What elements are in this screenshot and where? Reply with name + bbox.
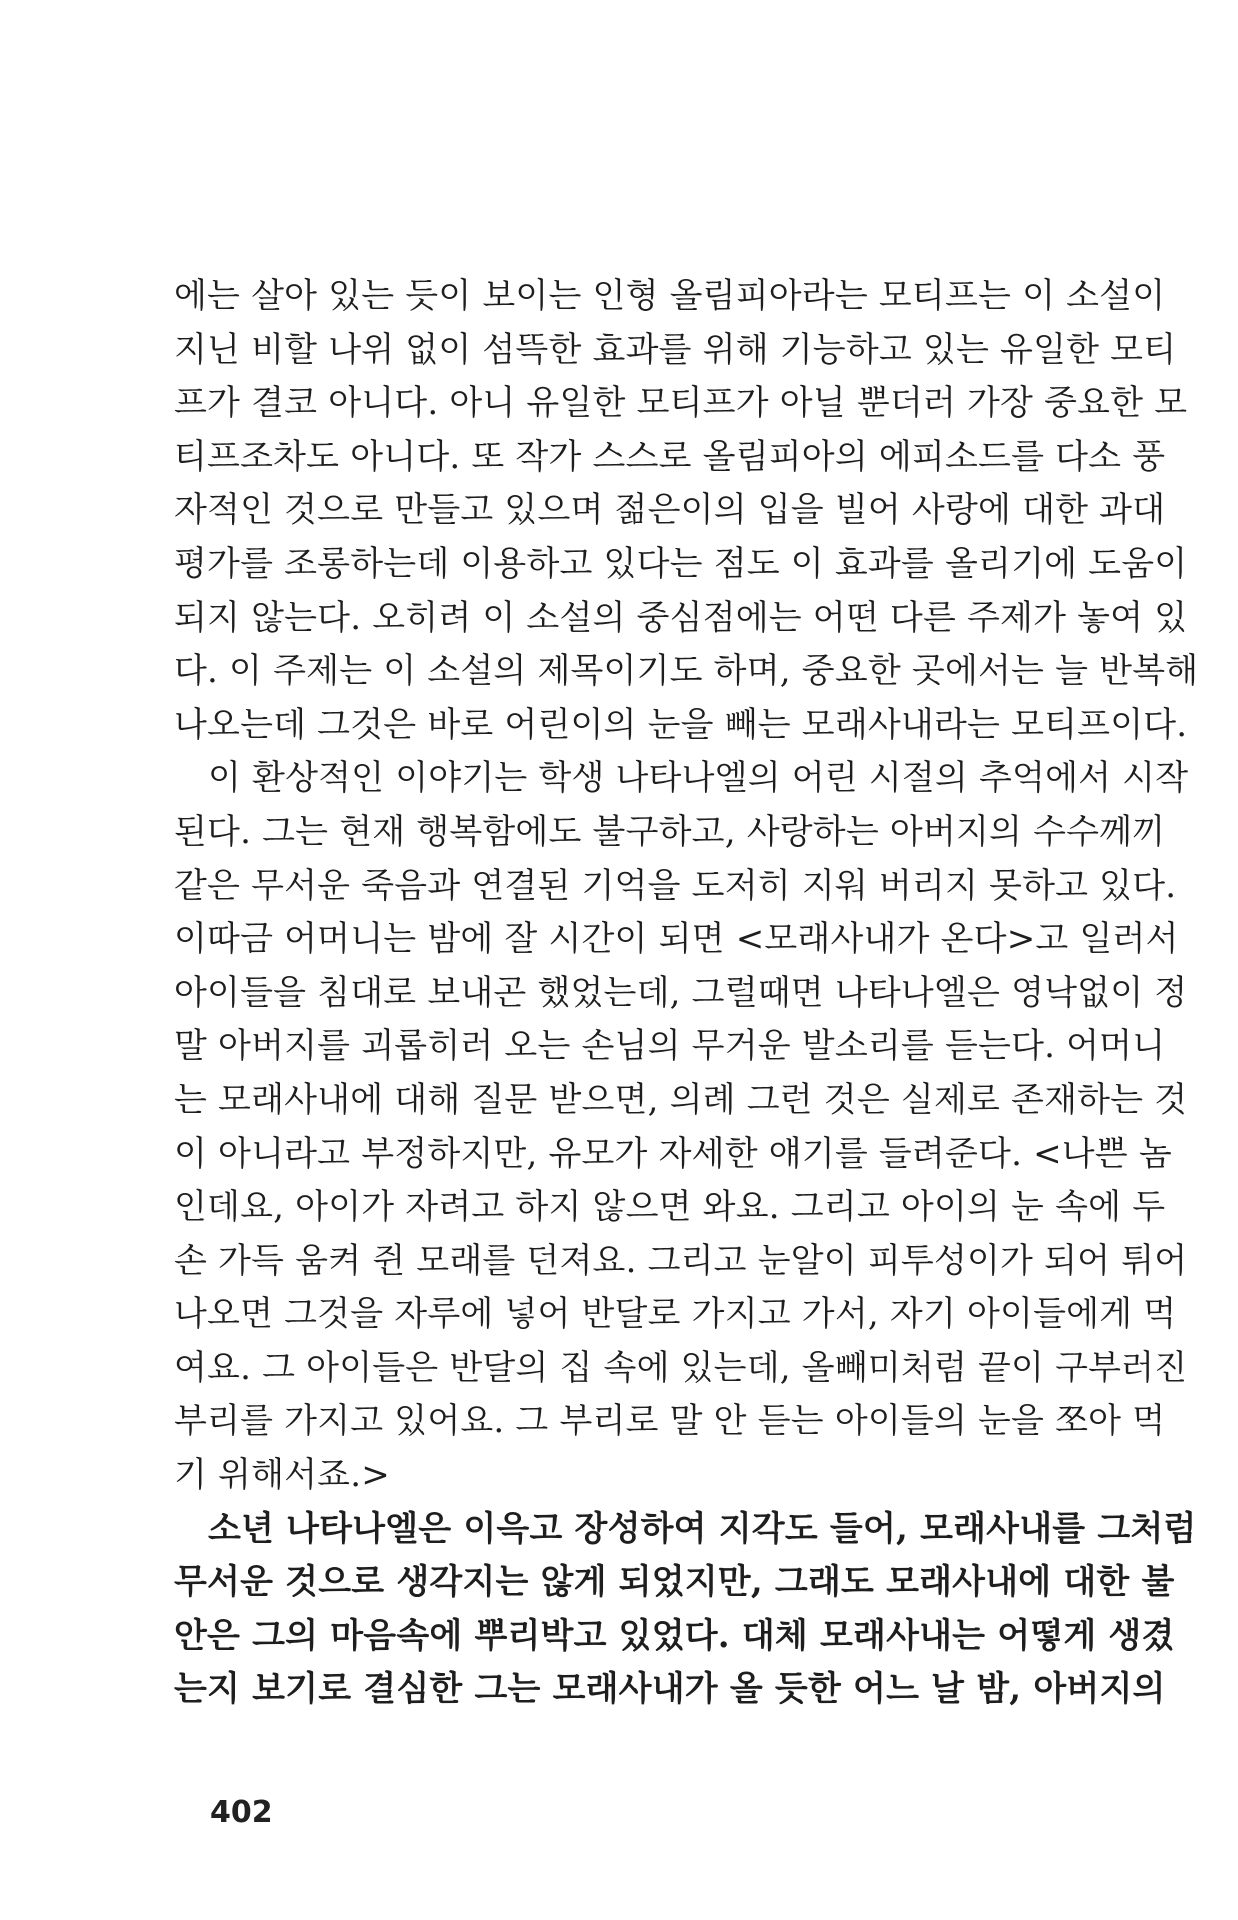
text-line: 에는 살아 있는 듯이 보이는 인형 올림피아라는 모티프는 이 소설이	[174, 276, 1166, 316]
text-line: 나오면 그것을 자루에 넣어 반달로 가지고 가서, 자기 아이들에게 먹	[174, 1294, 1177, 1335]
text-line: 여요. 그 아이들은 반달의 집 속에 있는데, 올빼미처럼 끝이 구부러진	[174, 1347, 1188, 1388]
body-text	[174, 270, 1199, 1717]
text-line: 소년 나타나엘은 이윽고 장성하여 지각도 들어, 모래사내를 그처럼	[208, 1508, 1197, 1549]
text-line: 이 환상적인 이야기는 학생 나타나엘의 어린 시절의 추억에서 시작	[208, 758, 1189, 799]
text-line: 평가를 조롱하는데 이용하고 있다는 점도 이 효과를 올리기에 도움이	[174, 543, 1188, 584]
text-line: 말 아버지를 괴롭히러 오는 손님의 무거운 발소리를 듣는다. 어머니	[174, 1026, 1166, 1067]
text-line: 안은 그의 마음속에 뿌리박고 있었다. 대체 모래사내는 어떻게 생겼	[174, 1615, 1175, 1656]
text-line: 나오는데 그것은 바로 어린이의 눈을 빼는 모래사내라는 모티프이다.	[174, 704, 1188, 745]
text-line: 이 아니라고 부정하지만, 유모가 자세한 얘기를 들려준다. <나쁜 놈	[174, 1133, 1172, 1174]
text-line: 는 모래사내에 대해 질문 받으면, 의례 그런 것은 실제로 존재하는 것	[174, 1079, 1188, 1120]
text-line: 는지 보기로 결심한 그는 모래사내가 올 듯한 어느 날 밤, 아버지의	[174, 1669, 1166, 1710]
text-line: 된다. 그는 현재 행복함에도 불구하고, 사랑하는 아버지의 수수께끼	[174, 811, 1166, 852]
text-line: 되지 않는다. 오히려 이 소설의 중심점에는 어떤 다른 주제가 놓여 있	[174, 597, 1188, 638]
text-line: 다. 이 주제는 이 소설의 제목이기도 하며, 중요한 곳에서는 늘 반복해	[174, 651, 1199, 692]
text-line: 기 위해서죠.>	[174, 1455, 390, 1496]
text-line: 자적인 것으로 만들고 있으며 젊은이의 입을 빌어 사랑에 대한 과대	[174, 490, 1166, 531]
text-line: 프가 결코 아니다. 아니 유일한 모티프가 아닐 뿐더러 가장 중요한 모	[174, 383, 1188, 424]
text-line: 지닌 비할 나위 없이 섬뜩한 효과를 위해 기능하고 있는 유일한 모티	[174, 329, 1177, 370]
text-line: 티프조차도 아니다. 또 작가 스스로 올림피아의 에피소드를 다소 풍	[174, 436, 1166, 477]
text-line: 손 가득 움켜 쥔 모래를 던져요. 그리고 눈알이 피투성이가 되어 튀어	[174, 1240, 1188, 1281]
text-line: 아이들을 침대로 보내곤 했었는데, 그럴때면 나타나엘은 영낙없이 정	[174, 972, 1188, 1013]
text-line: 같은 무서운 죽음과 연결된 기억을 도저히 지워 버리지 못하고 있다.	[174, 865, 1177, 906]
text-line: 인데요, 아이가 자려고 하지 않으면 와요. 그리고 아이의 눈 속에 두	[174, 1187, 1166, 1228]
text-line: 무서운 것으로 생각지는 않게 되었지만, 그래도 모래사내에 대한 불	[174, 1562, 1175, 1603]
page-number: 402	[210, 1795, 273, 1830]
text-line: 이따금 어머니는 밤에 잘 시간이 되면 <모래사내가 온다>고 일러서	[174, 919, 1179, 960]
text-line: 부리를 가지고 있어요. 그 부리로 말 안 듣는 아이들의 눈을 쪼아 먹	[174, 1401, 1166, 1442]
